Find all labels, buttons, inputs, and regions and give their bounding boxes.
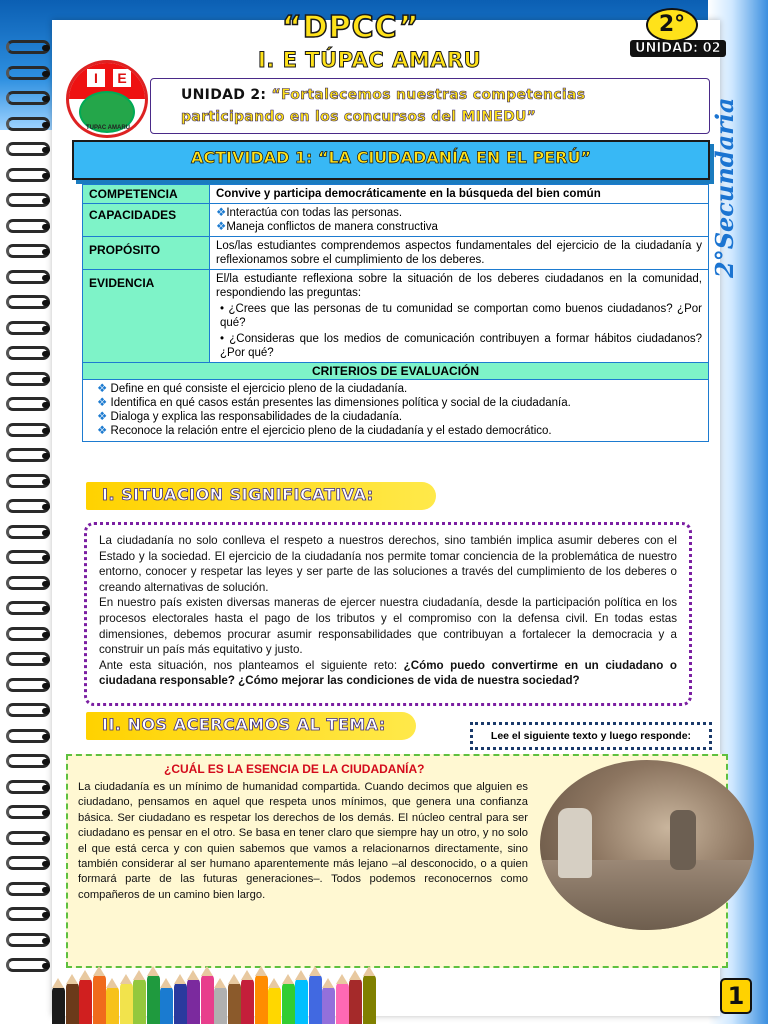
unit-number-badge: UNIDAD: 02 [630, 40, 726, 57]
pencil-decoration [201, 974, 214, 1024]
spiral-ring [6, 831, 50, 845]
proposito-value: Los/las estudiantes comprendemos aspectos fundamentales del ejercicio de la ciudadanía y reflexionamos sobre el cumplimiento de los deberes. [210, 237, 709, 270]
table-row [83, 270, 709, 363]
spiral-ring [6, 372, 50, 386]
pencil-decoration [52, 986, 65, 1024]
pencil-decoration [160, 986, 173, 1024]
spiral-ring [6, 346, 50, 360]
proposito-label: PROPÓSITO [83, 237, 210, 270]
pencil-decoration [120, 982, 133, 1024]
spiral-ring [6, 550, 50, 564]
course-title: “DPCC” [282, 10, 420, 45]
pencil-decoration [255, 974, 268, 1024]
spiral-ring [6, 601, 50, 615]
pencil-decoration [241, 978, 254, 1024]
spiral-ring [6, 448, 50, 462]
evidencia-label: EVIDENCIA [83, 270, 210, 363]
spiral-ring [6, 780, 50, 794]
spiral-ring [6, 525, 50, 539]
pencil-decoration [93, 974, 106, 1024]
reading-body: La ciudadanía es un mínimo de humanidad compartida. Cuando decimos que alguien es ciudadano, pensamos en aquel que respeta unos mínimos, que genera una confianza básica. Ser ciudadano es respetar los derechos de los demás. El núcleo central para ser ciudadano es pensar en el otro. Se basa en tener claro que siempre hay un otro, y no solo el que está cerca y con quien sabemos que vamos a relacionarnos directamente, sino también considerar al ser humano aparentemente más lejano –al desconocido, o a quien formará parte de las futuras generaciones–. Todos podemos reconocernos como compañeros de un camino bien largo. [78, 781, 528, 901]
section-heading-acercamos: II. NOS ACERCAMOS AL TEMA: [86, 712, 416, 740]
pencil-decoration [133, 978, 146, 1024]
section-heading-situacion: I. SITUACION SIGNIFICATIVA: [86, 482, 436, 510]
reading-title: ¿CUÁL ES LA ESENCIA DE LA CIUDADANÍA? [164, 762, 425, 776]
pencil-decoration [322, 986, 335, 1024]
criterios-header: CRITERIOS DE EVALUACIÓN [83, 363, 709, 380]
evidencia-intro: El/la estudiante reflexiona sobre la situación de los deberes ciudadanos en la comunidad, respondiendo las preguntas: [216, 273, 702, 299]
spiral-ring [6, 295, 50, 309]
pencil-decoration [228, 982, 241, 1024]
spiral-ring [6, 142, 50, 156]
evidencia-question: ¿Crees que las personas de tu comunidad se comportan como buenos ciudadanos? ¿Por qué? [220, 303, 702, 329]
table-row [83, 380, 709, 442]
spiral-ring [6, 168, 50, 182]
criterio-item: Define en qué consiste el ejercicio pleno de la ciudadanía. [110, 383, 408, 395]
criterios-list: ❖ Define en qué consiste el ejercicio pleno de la ciudadanía. ❖ Identifica en qué casos están presentes las dimensiones política y social de la ciudadanía. ❖ Dialoga y explica las responsabilidades de la ciudadanía. ❖ Reconoce la relación entre el ejercicio pleno de la ciudadanía y el estado democrático. [83, 380, 709, 442]
pencil-decoration [282, 982, 295, 1024]
pencil-decoration [147, 974, 160, 1024]
spiral-ring [6, 66, 50, 80]
instruction-box: Lee el siguiente texto y luego responde: [470, 722, 712, 750]
unit-title-box [150, 78, 710, 134]
spiral-ring [6, 754, 50, 768]
pencil-decoration [268, 986, 281, 1024]
page-number: 1 [720, 978, 752, 1014]
spiral-ring [6, 40, 50, 54]
pencil-decoration [214, 986, 227, 1024]
table-row [83, 237, 709, 270]
spiral-ring [6, 805, 50, 819]
spiral-ring [6, 933, 50, 947]
grade-badge: 2° [646, 8, 698, 42]
spiral-ring [6, 729, 50, 743]
table-row [83, 363, 709, 380]
competencia-value: Convive y participa democráticamente en la búsqueda del bien común [210, 185, 709, 204]
spiral-ring [6, 652, 50, 666]
situacion-paragraph: La ciudadanía no solo conlleva el respeto a nuestros derechos, sino también implica asumir deberes con el Estado y la sociedad. El ejercicio de la ciudadanía nos permite tomar conciencia de la problemática de nuestro entorno, conocer y respetar las leyes y ser parte de las soluciones a través del cumplimiento de los deberes o creando alternativas de solución. [99, 534, 677, 594]
spiral-ring [6, 270, 50, 284]
spiral-binding [0, 40, 52, 980]
capacidades-label: CAPACIDADES [83, 204, 210, 237]
unit-label: UNIDAD 2: [181, 87, 267, 103]
criterio-item: Identifica en qué casos están presentes las dimensiones política y social de la ciudadanía. [110, 397, 571, 409]
spiral-ring [6, 321, 50, 335]
table-row [83, 185, 709, 204]
competencia-label: COMPETENCIA [83, 185, 210, 204]
spiral-ring [6, 627, 50, 641]
spiral-ring [6, 91, 50, 105]
pencil-decoration [174, 982, 187, 1024]
spiral-ring [6, 576, 50, 590]
capacidades-value: ❖Interactúa con todas las personas. ❖Maneja conflictos de manera constructiva [210, 204, 709, 237]
spiral-ring [6, 882, 50, 896]
pencil-decoration [349, 978, 362, 1024]
spiral-ring [6, 678, 50, 692]
spiral-ring [6, 958, 50, 972]
spiral-ring [6, 193, 50, 207]
situacion-challenge: Ante esta situación, nos planteamos el siguiente reto: ¿Cómo puedo convertirme en un ciudadano o ciudadana responsable? ¿Cómo mejorar las condiciones de vida de nuestra sociedad? [99, 658, 677, 688]
criterio-item: Dialoga y explica las responsabilidades de la ciudadanía. [110, 411, 403, 423]
pencil-decoration [66, 982, 79, 1024]
spiral-ring [6, 244, 50, 258]
competencies-table [82, 184, 709, 442]
capacidad-item: Maneja conflictos de manera constructiva [226, 221, 438, 233]
unit-title-line1: “Fortalecemos nuestras competencias [266, 87, 586, 103]
activity-title: ACTIVIDAD 1: “LA CIUDADANÍA EN EL PERÚ” [191, 148, 591, 167]
pencil-decoration [309, 974, 322, 1024]
capacidad-item: Interactúa con todas las personas. [226, 207, 403, 219]
spiral-ring [6, 474, 50, 488]
pencil-decoration [79, 978, 92, 1024]
pencil-decoration [363, 974, 376, 1024]
pencil-decoration [187, 978, 200, 1024]
activity-banner [72, 140, 710, 180]
unit-title-line2: participando en los concursos del MINEDU” [181, 109, 537, 125]
spiral-ring [6, 856, 50, 870]
criterio-item: Reconoce la relación entre el ejercicio pleno de la ciudadanía y el estado democrático. [110, 425, 552, 437]
spiral-ring [6, 423, 50, 437]
colored-pencils-decoration [52, 966, 382, 1024]
situacion-box [84, 522, 692, 706]
spiral-ring [6, 117, 50, 131]
evidencia-value: El/la estudiante reflexiona sobre la situación de los deberes ciudadanos en la comunidad, respondiendo las preguntas: • ¿Crees que las personas de tu comunidad se comportan como buenos ciudadanos? ¿Por qué? • ¿Consideras que los medios de comunicación contribuyen a formar hábitos ciudadanos? ¿Por qué? [210, 270, 709, 363]
spiral-ring [6, 499, 50, 513]
evidencia-question: ¿Consideras que los medios de comunicación contribuyen a formar hábitos ciudadanos? ¿Por qué? [220, 333, 702, 359]
table-row [83, 204, 709, 237]
school-name: I. E TÚPAC AMARU [258, 48, 482, 72]
vertical-grade-label: 2°Secundaria [710, 97, 739, 278]
situacion-paragraph: En nuestro país existen diversas maneras de ejercer nuestra ciudadanía, desde la participación política en los procesos electorales hasta el pago de los tributos y el compromiso con la defensa civil. En todas estas dimensiones, debemos procurar asumir responsabilidades que contribuyan a fortalecer la democracia y a construir un país más equitativo y justo. [99, 596, 677, 657]
earthquake-rubble-photo [540, 760, 754, 930]
pencil-decoration [295, 978, 308, 1024]
spiral-ring [6, 907, 50, 921]
school-logo: I E TUPAC AMARU [66, 60, 148, 138]
spiral-ring [6, 219, 50, 233]
pencil-decoration [106, 986, 119, 1024]
pencil-decoration [336, 982, 349, 1024]
spiral-ring [6, 703, 50, 717]
spiral-ring [6, 397, 50, 411]
